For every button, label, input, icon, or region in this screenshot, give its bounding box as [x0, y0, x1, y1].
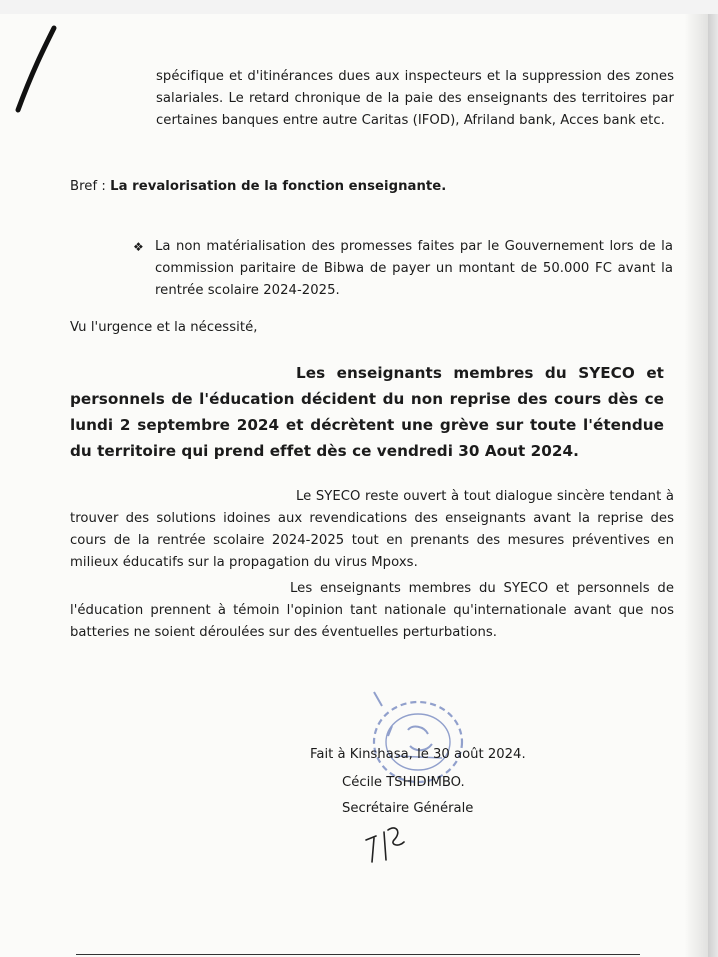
footer-rule [76, 954, 640, 955]
bref-line [70, 176, 670, 198]
paragraph-salary-delays: spécifique et d'itinérances dues aux inspecteurs et la suppression des zones salariales. Le retard chronique de la paie des enseignants des territoires par certaines banques entre autre Caritas (IFOD), Afriland bank, Acces bank etc. [156, 69, 674, 128]
handwritten-signature [362, 818, 422, 868]
pen-stroke-mark [14, 24, 58, 114]
bullet-item-promises [133, 236, 673, 302]
bref-title: La revalorisation de la fonction enseignante. [110, 179, 447, 194]
diamond-bullet-icon: ❖ [133, 240, 144, 254]
document-page [0, 14, 708, 957]
paragraph-dialogue: Le SYECO reste ouvert à tout dialogue sincère tendant à trouver des solutions idoines aux revendications des enseignants avant la reprise des cours de la rentrée scolaire 2024-2025 tout en prenants des mesures préventives en milieux éducatifs sur la propagation du virus Mpoxs. [70, 489, 674, 570]
bref-label: Bref : [70, 179, 106, 194]
signatory-name: Cécile TSHIDIMBO. [342, 775, 465, 790]
paragraph-witness: Les enseignants membres du SYECO et personnels de l'éducation prennent à témoin l'opinion tant nationale qu'internationale avant que nos batteries ne soient déroulées sur des éventuelles perturbations. [70, 581, 674, 640]
scan-shadow [684, 14, 708, 957]
scan-top-band [0, 0, 718, 14]
urgency-line: Vu l'urgence et la nécessité, [70, 320, 258, 335]
scan-edge-strip [708, 14, 718, 957]
signatory-title: Secrétaire Générale [342, 801, 474, 816]
place-and-date: Fait à Kinshasa, le 30 août 2024. [310, 747, 526, 762]
strike-decision-paragraph: Les enseignants membres du SYECO et personnels de l'éducation décident du non reprise des cours dès ce lundi 2 septembre 2024 et décrètent une grève sur toute l'étendue du territoire qui prend effet dès ce vendredi 30 Aout 2024. [70, 364, 664, 460]
bullet-text: La non matérialisation des promesses faites par le Gouvernement lors de la commission paritaire de Bibwa de payer un montant de 50.000 FC avant la rentrée scolaire 2024-2025. [155, 239, 673, 298]
